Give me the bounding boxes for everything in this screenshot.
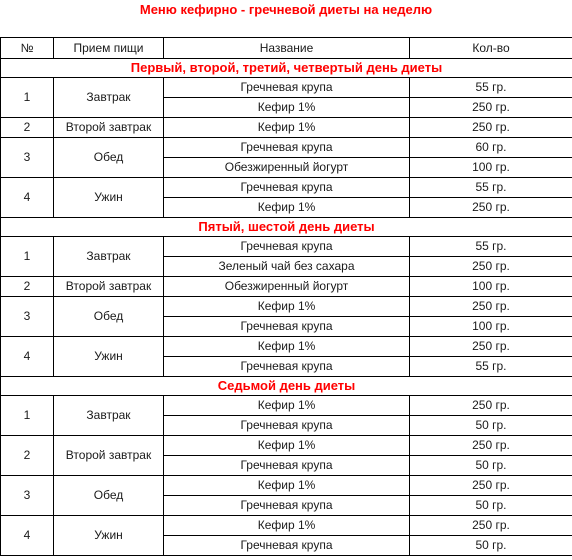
diet-menu-table [0, 37, 572, 556]
meal-name: Ужин [54, 178, 164, 218]
section-title-row [1, 218, 572, 237]
food-name: Обезжиренный йогурт [164, 277, 410, 297]
food-quantity: 50 гр. [410, 496, 572, 516]
food-name: Гречневая крупа [164, 496, 410, 516]
food-quantity: 250 гр. [410, 516, 572, 536]
food-name: Гречневая крупа [164, 78, 410, 98]
food-name: Гречневая крупа [164, 357, 410, 377]
meal-name: Обед [54, 476, 164, 516]
meal-number: 4 [1, 178, 54, 218]
food-quantity: 50 гр. [410, 456, 572, 476]
section-title: Первый, второй, третий, четвертый день диеты [1, 59, 572, 78]
meal-name: Завтрак [54, 396, 164, 436]
food-quantity: 55 гр. [410, 78, 572, 98]
food-name: Гречневая крупа [164, 237, 410, 257]
food-name: Зеленый чай без сахара [164, 257, 410, 277]
table-row [1, 396, 572, 416]
meal-name: Завтрак [54, 78, 164, 118]
food-quantity: 250 гр. [410, 337, 572, 357]
meal-number: 2 [1, 436, 54, 476]
meal-number: 1 [1, 237, 54, 277]
table-row [1, 78, 572, 98]
food-quantity: 100 гр. [410, 277, 572, 297]
food-name: Кефир 1% [164, 98, 410, 118]
page-title: Меню кефирно - гречневой диеты на неделю [139, 2, 433, 17]
food-quantity: 50 гр. [410, 416, 572, 436]
food-quantity: 55 гр. [410, 357, 572, 377]
food-quantity: 250 гр. [410, 396, 572, 416]
header-quantity: Кол-во [410, 38, 572, 59]
food-quantity: 50 гр. [410, 536, 572, 556]
meal-name: Обед [54, 138, 164, 178]
food-name: Кефир 1% [164, 297, 410, 317]
food-name: Гречневая крупа [164, 178, 410, 198]
meal-number: 4 [1, 516, 54, 556]
table-row [1, 178, 572, 198]
table-body [1, 59, 572, 556]
food-name: Гречневая крупа [164, 416, 410, 436]
section-title-row [1, 377, 572, 396]
meal-number: 2 [1, 118, 54, 138]
header-name: Название [164, 38, 410, 59]
food-name: Кефир 1% [164, 337, 410, 357]
food-name: Кефир 1% [164, 198, 410, 218]
food-name: Кефир 1% [164, 118, 410, 138]
food-name: Кефир 1% [164, 396, 410, 416]
table-row [1, 118, 572, 138]
food-quantity: 250 гр. [410, 198, 572, 218]
food-quantity: 250 гр. [410, 257, 572, 277]
food-quantity: 250 гр. [410, 297, 572, 317]
food-name: Кефир 1% [164, 516, 410, 536]
meal-name: Ужин [54, 337, 164, 377]
table-header-row [1, 38, 572, 59]
section-title: Пятый, шестой день диеты [1, 218, 572, 237]
meal-name: Обед [54, 297, 164, 337]
meal-name: Второй завтрак [54, 277, 164, 297]
meal-number: 3 [1, 476, 54, 516]
food-name: Кефир 1% [164, 436, 410, 456]
meal-number: 4 [1, 337, 54, 377]
table-row [1, 138, 572, 158]
section-title-row [1, 59, 572, 78]
meal-number: 3 [1, 138, 54, 178]
food-quantity: 100 гр. [410, 317, 572, 337]
meal-number: 3 [1, 297, 54, 337]
table-row [1, 436, 572, 456]
food-quantity: 250 гр. [410, 436, 572, 456]
table-row [1, 277, 572, 297]
food-quantity: 250 гр. [410, 118, 572, 138]
meal-number: 2 [1, 277, 54, 297]
table-row [1, 337, 572, 357]
food-quantity: 250 гр. [410, 476, 572, 496]
food-quantity: 250 гр. [410, 98, 572, 118]
food-quantity: 100 гр. [410, 158, 572, 178]
meal-number: 1 [1, 78, 54, 118]
meal-number: 1 [1, 396, 54, 436]
meal-name: Ужин [54, 516, 164, 556]
food-name: Гречневая крупа [164, 456, 410, 476]
meal-name: Завтрак [54, 237, 164, 277]
section-title: Седьмой день диеты [1, 377, 572, 396]
meal-name: Второй завтрак [54, 436, 164, 476]
table-row [1, 297, 572, 317]
header-number: № [1, 38, 54, 59]
food-quantity: 55 гр. [410, 237, 572, 257]
food-name: Гречневая крупа [164, 317, 410, 337]
meal-name: Второй завтрак [54, 118, 164, 138]
food-name: Кефир 1% [164, 476, 410, 496]
table-row [1, 476, 572, 496]
table-row [1, 237, 572, 257]
food-quantity: 55 гр. [410, 178, 572, 198]
food-name: Обезжиренный йогурт [164, 158, 410, 178]
header-meal: Прием пищи [54, 38, 164, 59]
food-quantity: 60 гр. [410, 138, 572, 158]
food-name: Гречневая крупа [164, 138, 410, 158]
food-name: Гречневая крупа [164, 536, 410, 556]
table-row [1, 516, 572, 536]
